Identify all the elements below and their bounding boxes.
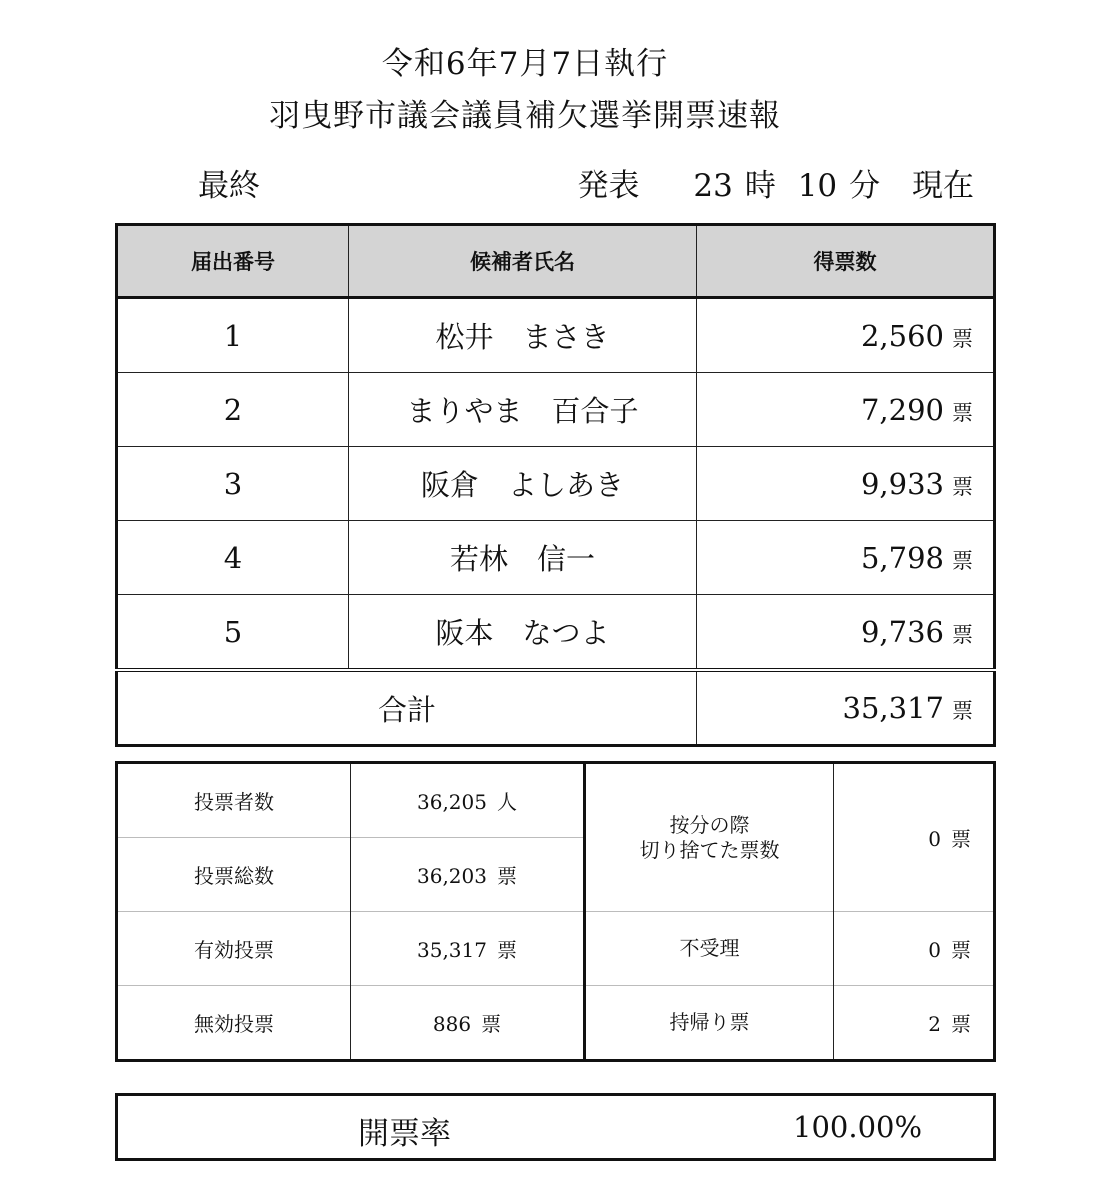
invalid-ballots-label: 無効投票 bbox=[117, 986, 351, 1061]
vote-unit: 票 bbox=[952, 622, 973, 647]
prorate-value-cell bbox=[834, 763, 995, 912]
candidate-name: まりやま 百合子 bbox=[349, 373, 697, 447]
candidate-votes-cell bbox=[697, 373, 995, 447]
vote-unit: 票 bbox=[952, 326, 973, 351]
valid-ballots-label: 有効投票 bbox=[117, 912, 351, 986]
candidate-votes: 9,933 bbox=[860, 466, 944, 501]
takeaway-value-cell bbox=[834, 986, 995, 1061]
candidate-votes-cell bbox=[697, 521, 995, 595]
candidate-votes: 5,798 bbox=[860, 540, 944, 575]
candidate-votes: 2,560 bbox=[860, 318, 944, 353]
total-votes: 35,317 bbox=[842, 691, 944, 725]
table-row bbox=[117, 373, 995, 447]
announce-as-of: 現在 bbox=[912, 168, 974, 204]
candidate-number: 5 bbox=[117, 595, 349, 671]
announce-minute-unit: 分 bbox=[849, 168, 881, 204]
ballot-stats-table bbox=[115, 761, 996, 1062]
candidate-name: 若林 信一 bbox=[349, 521, 697, 595]
counting-rate-value: 100.00% bbox=[793, 1110, 923, 1144]
invalid-ballots-value-cell bbox=[351, 986, 585, 1061]
table-row bbox=[117, 521, 995, 595]
rejected-value: 0 bbox=[928, 938, 941, 962]
document-title-date: 令和6年7月7日執行 bbox=[381, 46, 669, 82]
total-row bbox=[117, 670, 995, 746]
counting-rate-box bbox=[115, 1093, 996, 1161]
document-title-election: 羽曳野市議会議員補欠選挙開票速報 bbox=[269, 98, 781, 134]
valid-ballots-value-cell bbox=[351, 912, 585, 986]
vote-unit: 票 bbox=[952, 474, 973, 499]
results-header-row bbox=[117, 225, 995, 298]
announcement-time bbox=[578, 160, 974, 205]
total-votes-cell bbox=[697, 670, 995, 746]
rejected-value-cell bbox=[834, 912, 995, 986]
candidate-name: 阪倉 よしあき bbox=[349, 447, 697, 521]
total-ballots-value: 36,203 bbox=[417, 864, 487, 888]
vote-unit: 票 bbox=[952, 548, 973, 573]
announce-minute: 10 bbox=[797, 168, 838, 204]
col-header-votes: 得票数 bbox=[697, 225, 995, 298]
total-label: 合計 bbox=[117, 670, 697, 746]
voters-unit: 人 bbox=[496, 790, 517, 814]
stats-row bbox=[117, 986, 995, 1061]
counting-rate-label: 開票率 bbox=[358, 1116, 451, 1152]
prorate-label bbox=[585, 763, 834, 912]
candidate-name: 阪本 なつよ bbox=[349, 595, 697, 671]
total-ballots-label: 投票総数 bbox=[117, 838, 351, 912]
takeaway-unit: 票 bbox=[951, 1012, 971, 1036]
takeaway-value: 2 bbox=[928, 1012, 941, 1036]
table-row bbox=[117, 298, 995, 373]
candidate-name: 松井 まさき bbox=[349, 298, 697, 373]
candidate-votes: 9,736 bbox=[860, 614, 944, 649]
candidate-votes-cell bbox=[697, 298, 995, 373]
col-header-number: 届出番号 bbox=[117, 225, 349, 298]
candidate-number: 2 bbox=[117, 373, 349, 447]
invalid-ballots-unit: 票 bbox=[481, 1012, 502, 1036]
prorate-value: 0 bbox=[928, 827, 941, 851]
voters-value-cell bbox=[351, 763, 585, 838]
stats-row bbox=[117, 912, 995, 986]
vote-unit: 票 bbox=[952, 400, 973, 425]
results-table bbox=[115, 223, 996, 747]
candidate-number: 4 bbox=[117, 521, 349, 595]
rejected-unit: 票 bbox=[951, 938, 971, 962]
prorate-label-line2: 切り捨てた票数 bbox=[639, 837, 780, 862]
prorate-label-line1: 按分の際 bbox=[669, 812, 750, 837]
announce-hour: 23 bbox=[693, 168, 733, 204]
candidate-votes: 7,290 bbox=[860, 392, 944, 427]
status-stage: 最終 bbox=[198, 168, 260, 204]
vote-unit: 票 bbox=[952, 699, 973, 723]
table-row bbox=[117, 447, 995, 521]
col-header-candidate: 候補者氏名 bbox=[349, 225, 697, 298]
rejected-label: 不受理 bbox=[585, 912, 834, 986]
candidate-number: 1 bbox=[117, 298, 349, 373]
valid-ballots-unit: 票 bbox=[496, 938, 517, 962]
table-row bbox=[117, 595, 995, 671]
announce-hour-unit: 時 bbox=[744, 168, 776, 204]
voters-label: 投票者数 bbox=[117, 763, 351, 838]
candidate-votes-cell bbox=[697, 595, 995, 671]
prorate-unit: 票 bbox=[951, 827, 971, 851]
invalid-ballots-value: 886 bbox=[432, 1012, 472, 1036]
total-ballots-unit: 票 bbox=[496, 864, 517, 888]
candidate-number: 3 bbox=[117, 447, 349, 521]
announce-label: 発表 bbox=[577, 168, 640, 204]
candidate-votes-cell bbox=[697, 447, 995, 521]
voters-value: 36,205 bbox=[417, 790, 487, 814]
valid-ballots-value: 35,317 bbox=[417, 938, 487, 962]
total-ballots-value-cell bbox=[351, 838, 585, 912]
takeaway-label: 持帰り票 bbox=[585, 986, 834, 1061]
stats-row bbox=[117, 763, 995, 838]
